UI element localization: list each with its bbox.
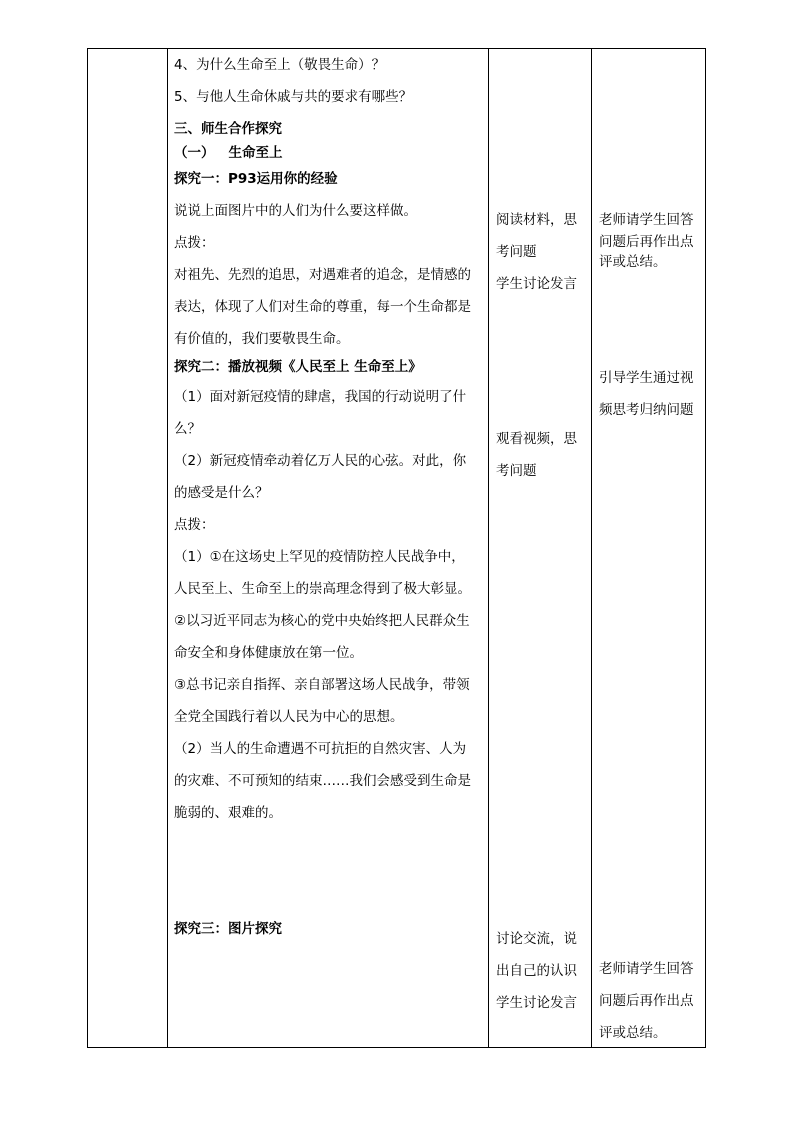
student-activity-line: 考问题 <box>496 244 537 260</box>
hint-2-label: 点拨： <box>174 517 215 533</box>
teacher-activity-line: 引导学生通过视 <box>599 370 694 386</box>
blank-column-cell <box>88 48 167 1048</box>
teacher-activity-line: 频思考归纳问题 <box>599 402 694 418</box>
hint-1-line: 对祖先、先烈的追思，对遇难者的追念，是情感的 <box>174 267 471 283</box>
explore-2-question-2: 的感受是什么？ <box>174 485 269 501</box>
teacher-activity-line: 问题后再作出点 <box>599 993 694 1009</box>
hint-1-line: 有价值的，我们要敬畏生命。 <box>174 331 350 347</box>
hint-2-line: 全党全国践行着以人民为中心的思想。 <box>174 709 404 725</box>
teacher-activity-line: 老师请学生回答 <box>599 961 694 977</box>
teacher-activity-line: 评或总结。 <box>599 254 667 270</box>
explore-2-question-1: （1）面对新冠疫情的肆虐，我国的行动说明了什 <box>174 389 467 405</box>
student-activity-line: 讨论交流，说 <box>496 931 577 947</box>
student-activity-line: 学生讨论发言 <box>496 995 577 1011</box>
hint-2-line: 人民至上、生命至上的崇高理念得到了极大彰显。 <box>174 581 471 597</box>
teacher-activity-cell <box>592 48 706 1048</box>
explore-3-title: 探究三：图片探究 <box>174 921 282 937</box>
explore-2-title: 探究二：播放视频《人民至上 生命至上》 <box>174 359 422 375</box>
question-5: 5、与他人生命休戚与共的要求有哪些？ <box>174 89 413 105</box>
teacher-activity-line: 老师请学生回答 <box>599 212 694 228</box>
hint-2-line: 命安全和身体健康放在第一位。 <box>174 645 363 661</box>
hint-1-label: 点拨： <box>174 235 215 251</box>
student-activity-line: 观看视频，思 <box>496 431 577 447</box>
student-activity-line: 考问题 <box>496 463 537 479</box>
hint-2-line: ②以习近平同志为核心的党中央始终把人民群众生 <box>174 613 470 629</box>
hint-2-line: 的灾难、不可预知的结束……我们会感受到生命是 <box>174 773 471 789</box>
hint-2-line: （1）①在这场史上罕见的疫情防控人民战争中， <box>174 549 465 565</box>
student-activity-line: 出自己的认识 <box>496 963 577 979</box>
student-activity-line: 学生讨论发言 <box>496 276 577 292</box>
explore-2-question-2: （2）新冠疫情牵动着亿万人民的心弦。对此，你 <box>174 453 467 469</box>
hint-2-line: 脆弱的、艰难的。 <box>174 805 282 821</box>
subsection-number: （一） <box>174 145 215 161</box>
hint-1-line: 表达，体现了人们对生命的尊重，每一个生命都是 <box>174 299 471 315</box>
explore-1-title: 探究一：P93运用你的经验 <box>174 171 338 187</box>
explore-2-question-1: 么？ <box>174 421 201 437</box>
teacher-activity-line: 评或总结。 <box>599 1025 667 1041</box>
teacher-activity-line: 问题后再作出点 <box>599 234 694 250</box>
teaching-content-cell <box>168 48 488 1048</box>
subsection-title: 生命至上 <box>228 145 283 161</box>
explore-1-question: 说说上面图片中的人们为什么要这样做。 <box>174 203 417 219</box>
subsection-heading <box>174 143 283 163</box>
question-4: 4、为什么生命至上（敬畏生命）？ <box>174 57 386 73</box>
student-activity-line: 阅读材料，思 <box>496 212 577 228</box>
hint-2-line: （2）当人的生命遭遇不可抗拒的自然灾害、人为 <box>174 741 467 757</box>
section-heading: 三、师生合作探究 <box>174 121 282 137</box>
hint-2-line: ③总书记亲自指挥、亲自部署这场人民战争，带领 <box>174 677 470 693</box>
student-activity-cell <box>489 48 591 1048</box>
